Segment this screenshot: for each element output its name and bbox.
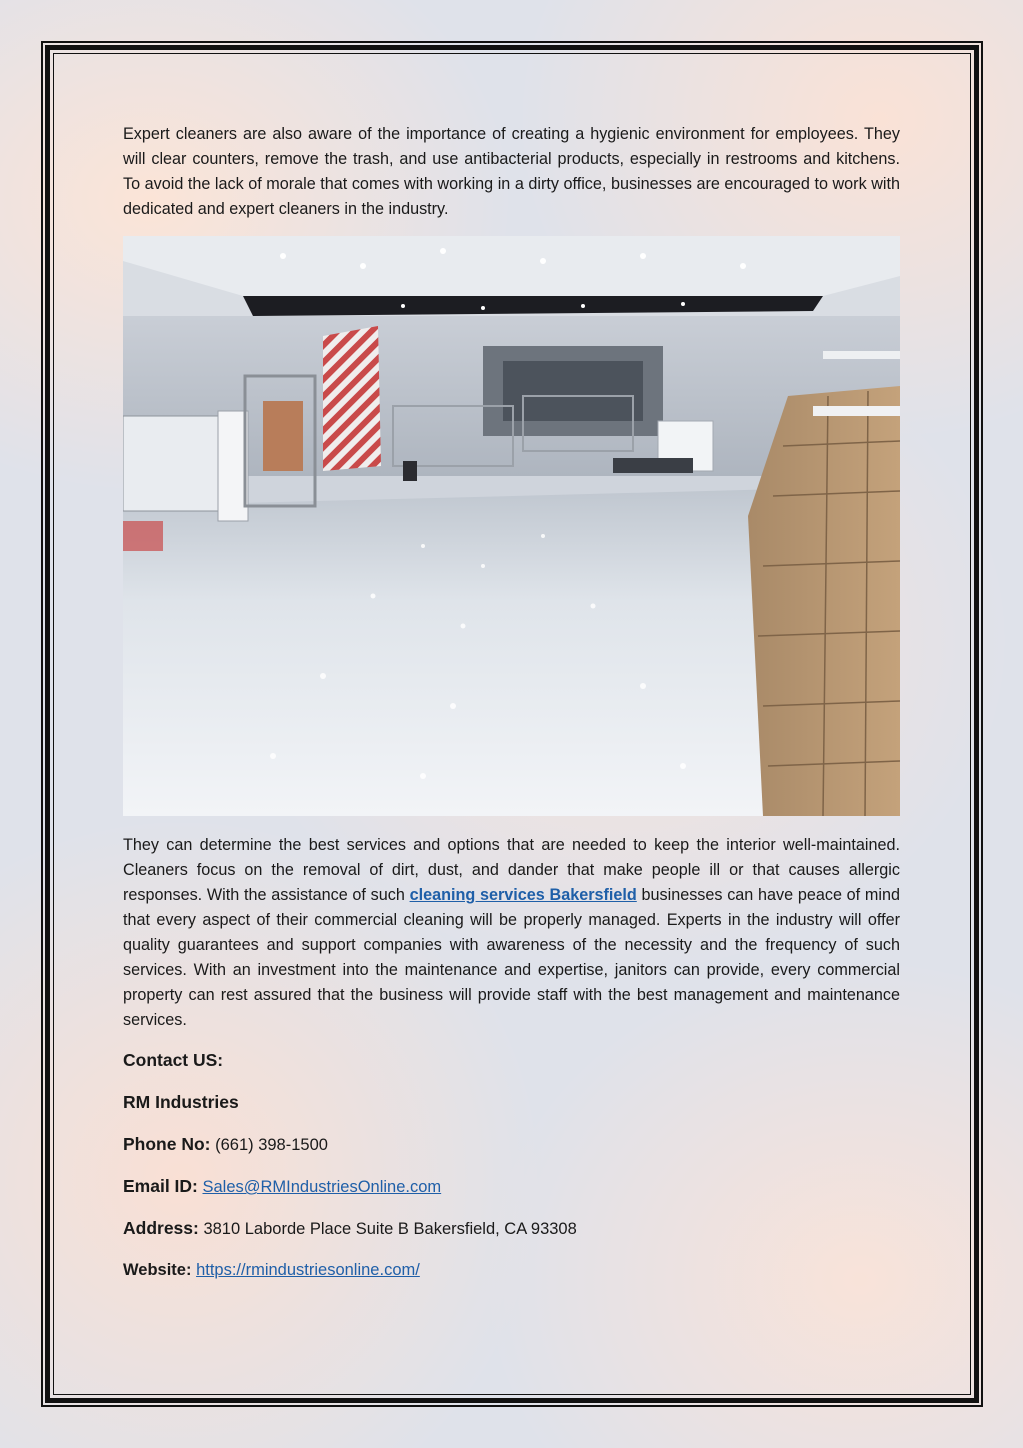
contact-section bbox=[123, 1049, 900, 1281]
phone-value: (661) 398-1500 bbox=[215, 1136, 328, 1154]
cleaning-services-link[interactable]: cleaning services Bakersfield bbox=[409, 886, 637, 904]
document-content bbox=[123, 122, 900, 1281]
paragraph-services-text-2: businesses can have peace of mind that every aspect of their commercial cleaning will be properly managed. Experts in the industry will offer quality guarantees and support companies with awareness of the necessity and the frequency of such services. With an investment into the maintenance and expertise, janitors can provide, every commercial property can rest assured that the business will provide staff with the best management and maintenance services. bbox=[123, 886, 900, 1029]
phone-label: Phone No: bbox=[123, 1134, 211, 1154]
paragraph-hygiene: Expert cleaners are also aware of the importance of creating a hygienic environment for employees. They will clear counters, remove the trash, and use antibacterial products, especially in restrooms and kitchens. To avoid the lack of morale that comes with working in a dirty office, businesses are encouraged to work with dedicated and expert cleaners in the industry. bbox=[123, 125, 900, 218]
website-label: Website: bbox=[123, 1261, 192, 1279]
website-row bbox=[123, 1259, 900, 1281]
company-row bbox=[123, 1091, 900, 1114]
address-value: 3810 Laborde Place Suite B Bakersfield, CA 93308 bbox=[203, 1220, 577, 1238]
contact-heading-row bbox=[123, 1049, 900, 1072]
website-link[interactable]: https://rmindustriesonline.com/ bbox=[196, 1261, 420, 1279]
email-row bbox=[123, 1175, 900, 1198]
contact-heading: Contact US: bbox=[123, 1050, 224, 1070]
address-row bbox=[123, 1217, 900, 1240]
email-label: Email ID: bbox=[123, 1176, 198, 1196]
phone-row bbox=[123, 1133, 900, 1156]
paragraph-services bbox=[123, 833, 900, 1033]
paragraph-services-text-1: They can determine the best services and options that are needed to keep the interior well-maintained. Cleaners focus on the removal of dirt, dust, and dander that make people ill or that causes allergic responses. With the assistance of such bbox=[123, 836, 900, 904]
email-link[interactable]: Sales@RMIndustriesOnline.com bbox=[202, 1178, 442, 1196]
address-label: Address: bbox=[123, 1218, 199, 1238]
spacer bbox=[123, 816, 900, 833]
store-interior-photo bbox=[123, 236, 900, 816]
company-name: RM Industries bbox=[123, 1092, 239, 1112]
